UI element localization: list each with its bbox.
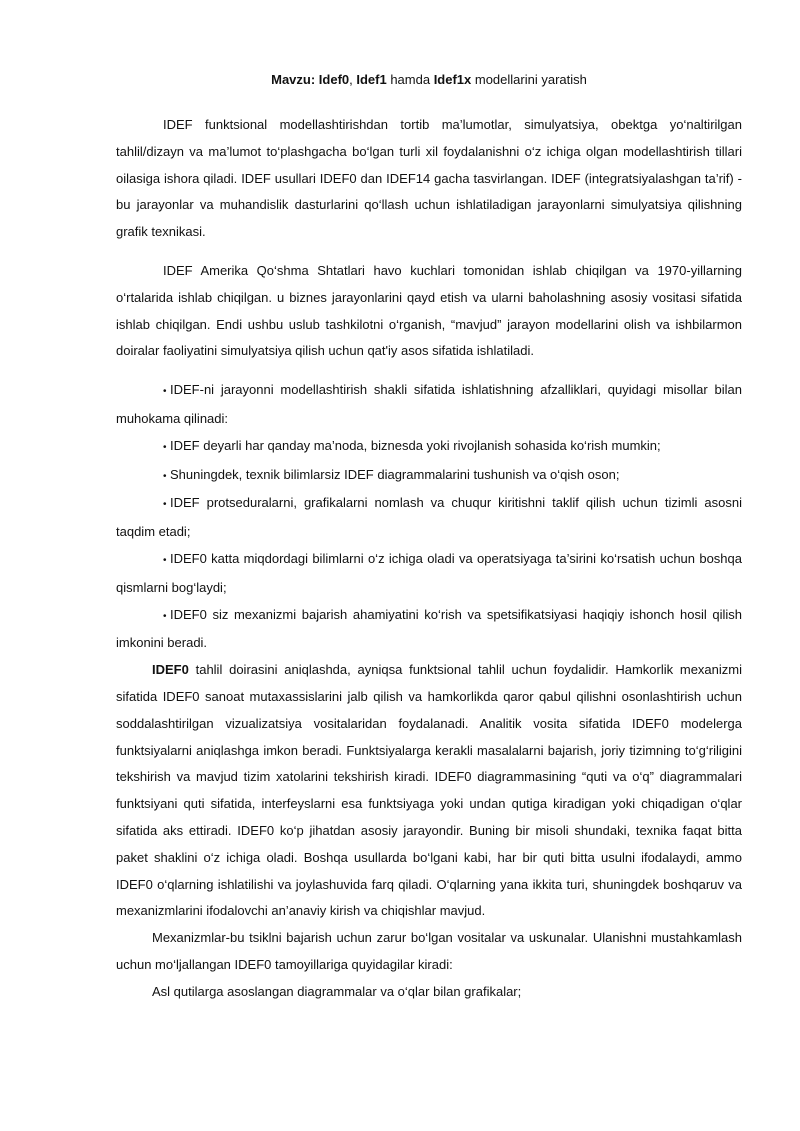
bullet-text: IDEF deyarli har qanday ma’noda, biznesda yoki rivojlanish sohasida ko‘rish mumkin; <box>170 437 661 453</box>
paragraph-idef-intro: IDEF funktsional modellashtirishdan tortib ma’lumotlar, simulyatsiya, obektga yo‘naltirilgan tahlil/dizayn va ma’lumot to‘plashgacha bo‘lgan turli xil foydalanishni o‘z ichiga olgan modellashtirish tillari oilasiga ishora qiladi. IDEF usullari IDEF0 dan IDEF14 gacha tasvirlangan. IDEF (integratsiyalashgan ta’rif) - bu jarayonlar va muhandislik dasturlarini qo‘llash uchun ishlatiladigan jarayonlarni simulyatsiya qilishning grafik texnikasi. <box>116 117 742 240</box>
bullet-text: IDEF0 siz mexanizmi bajarish ahamiyatini ko‘rish va spetsifikatsiyasi haqiqiy ishonch hosil qilish imkonini beradi. <box>116 606 742 651</box>
title-bold-part-1: Mavzu: Idef0 <box>271 72 350 87</box>
bullet-icon: • <box>163 386 167 398</box>
bullet-item <box>116 433 742 462</box>
bullet-text: IDEF protseduralarni, grafikalarni nomlash va chuqur kiritishni taklif qilish uchun tizimli asosni taqdim etadi; <box>116 495 742 540</box>
paragraph-last-line: Asl qutilarga asoslangan diagrammalar va o‘qlar bilan grafikalar; <box>152 983 522 999</box>
bullet-item <box>116 490 742 546</box>
bullet-icon: • <box>163 441 167 453</box>
title-rest: modellarini yaratish <box>471 72 587 87</box>
document-body <box>116 70 742 1006</box>
bullet-text: IDEF-ni jarayonni modellashtirish shakli sifatida ishlatishning afzalliklari, quyidagi misollar bilan muhokama qilinadi: <box>116 382 742 426</box>
bullet-icon: • <box>163 554 167 566</box>
paragraph-idef0-analysis <box>116 657 742 925</box>
title-separator-2: hamda <box>386 72 434 87</box>
title-separator-1: , <box>349 72 357 87</box>
bullet-icon: • <box>163 470 167 482</box>
title-bold-part-2: Idef1 <box>356 72 387 87</box>
bullet-item <box>116 546 742 602</box>
idef0-lead-term: IDEF0 <box>152 662 189 678</box>
bullet-text: Shuningdek, texnik bilimlarsiz IDEF diagrammalarini tushunish va o‘qish oson; <box>170 466 620 482</box>
document-title <box>116 70 742 90</box>
bullet-text: IDEF0 katta miqdordagi bilimlarni o‘z ichiga oladi va operatsiyaga ta’sirini ko‘rsatish uchun boshqa qismlarni bog‘laydi; <box>116 550 742 595</box>
bullet-icon: • <box>163 499 167 511</box>
title-bold-part-3: Idef1x <box>433 72 472 87</box>
bullet-item <box>116 377 742 433</box>
paragraph-mechanisms: Mexanizmlar-bu tsiklni bajarish uchun zarur bo‘lgan vositalar va uskunalar. Ulanishni mustahkamlash uchun mo‘ljallangan IDEF0 tamoyillariga quyidagilar kiradi: <box>116 930 742 972</box>
bullet-item <box>116 462 742 491</box>
idef0-paragraph-text: tahlil doirasini aniqlashda, ayniqsa funktsional tahlil uchun foydalidir. Hamkorlik mexanizmi sifatida IDEF0 sanoat mutaxassislarini jalb qilish va hamkorlikda qaror qabul qilishni osonlashtirish uchun soddalashtirilgan vizualizatsiya vositalaridan foydalanadi. Analitik vosita sifatida IDEF0 modelerga funktsiyalarni aniqlashga imkon beradi. Funktsiyalarga kerakli masalalarni bajarish, joriy tizimning to‘g‘riligini tekshirish va mavjud tizim xatolarini tekshirish kiradi. IDEF0 diagrammasining “quti va o‘q” diagrammalari funktsiyani quti sifatida, interfeyslarni esa funktsiyaga yoki undan qutiga kiradigan yoki chiqadigan o‘qlar sifatida aks ettiradi. IDEF0 ko‘p jihatdan asosiy jarayondir. Buning bir misoli shundaki, texnika faqat bitta paket shaklini o‘z ichiga oladi. Boshqa usullarda bo‘lgani kabi, har bir quti bitta usulni ifodalaydi, ammo IDEF0 o‘qlarning ishlatilishi va joylashuvida farq qiladi. O‘qlarning yana ikkita turi, shuningdek boshqaruv va mexanizmlarini ifodalovchi an’anaviy kirish va chiqishlar mavjud. <box>116 662 742 919</box>
bullet-icon: • <box>163 610 167 622</box>
bullet-item <box>116 602 742 658</box>
paragraph-idef-history: IDEF Amerika Qo‘shma Shtatlari havo kuchlari tomonidan ishlab chiqilgan va 1970-yillarning o‘rtalarida ishlab chiqilgan. u biznes jarayonlarini qayd etish va ularni baholashning asosiy vositasi sifatida ishlab chiqilgan. Endi ushbu uslub tashkilotni o‘rganish, “mavjud” jarayon modellarini olish va ishbilarmon doiralar faoliyatini simulyatsiya qilish uchun qat'iy asos sifatida ishlatiladi. <box>116 262 742 359</box>
